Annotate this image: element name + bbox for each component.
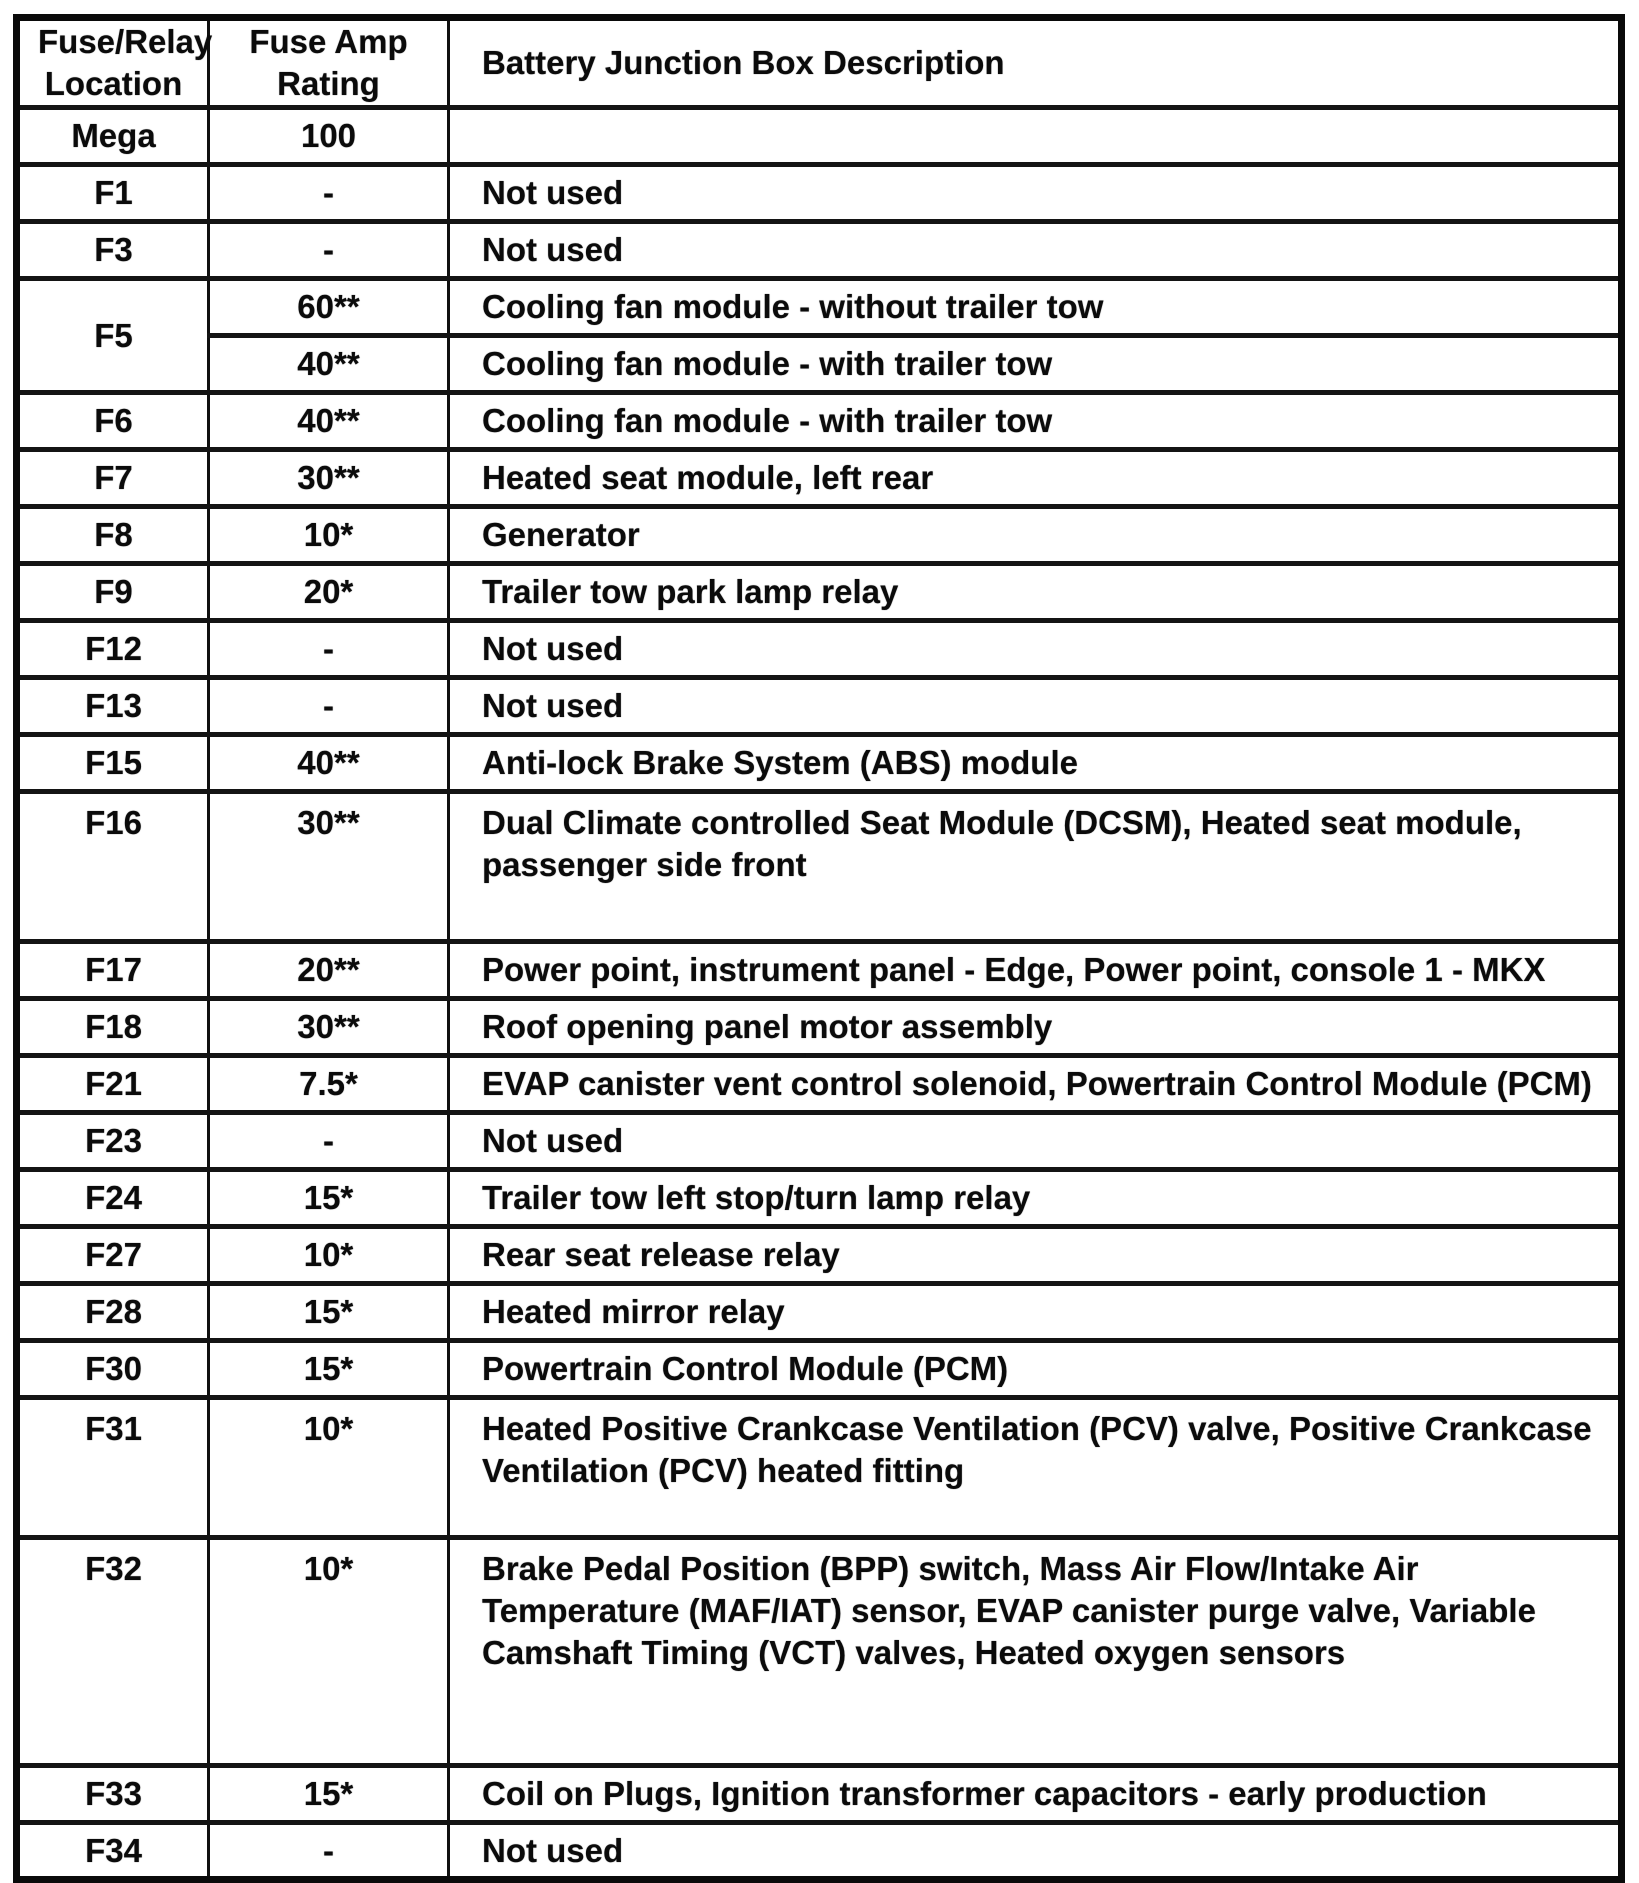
amp-rating-cell: 10* <box>209 1227 449 1284</box>
amp-rating-cell: 7.5* <box>209 1056 449 1113</box>
table-row <box>17 1538 1622 1766</box>
amp-rating-cell: 15* <box>209 1766 449 1823</box>
description-cell: Powertrain Control Module (PCM) <box>449 1341 1622 1398</box>
description-cell: Brake Pedal Position (BPP) switch, Mass Air Flow/Intake Air Temperature (MAF/IAT) sensor, EVAP canister purge valve, Variable Camshaft Timing (VCT) valves, Heated oxygen sensors <box>449 1538 1622 1766</box>
table-row <box>17 621 1622 678</box>
description-cell: Not used <box>449 1823 1622 1880</box>
fuse-location-cell: Mega <box>17 108 209 165</box>
amp-rating-cell: 60** <box>209 279 449 336</box>
fuse-location-cell: F27 <box>17 1227 209 1284</box>
fuse-location-cell: F3 <box>17 222 209 279</box>
amp-rating-cell: 10* <box>209 1538 449 1766</box>
amp-rating-cell: 15* <box>209 1170 449 1227</box>
amp-rating-cell: 15* <box>209 1341 449 1398</box>
header-description: Battery Junction Box Description <box>449 18 1622 108</box>
description-cell: Not used <box>449 1113 1622 1170</box>
description-cell: Cooling fan module - with trailer tow <box>449 393 1622 450</box>
description-cell: Not used <box>449 222 1622 279</box>
description-cell: Not used <box>449 165 1622 222</box>
amp-rating-cell: 10* <box>209 507 449 564</box>
fuse-location-cell: F24 <box>17 1170 209 1227</box>
amp-rating-cell: - <box>209 1823 449 1880</box>
fuse-location-cell: F30 <box>17 1341 209 1398</box>
table-row <box>17 1398 1622 1538</box>
description-cell: Dual Climate controlled Seat Module (DCSM), Heated seat module, passenger side front <box>449 792 1622 942</box>
amp-rating-cell: 100 <box>209 108 449 165</box>
table-row <box>17 1284 1622 1341</box>
amp-rating-cell: 40** <box>209 393 449 450</box>
description-cell: Heated Positive Crankcase Ventilation (PCV) valve, Positive Crankcase Ventilation (PCV) heated fitting <box>449 1398 1622 1538</box>
description-cell: Heated seat module, left rear <box>449 450 1622 507</box>
table-row <box>17 1170 1622 1227</box>
table-header <box>17 18 1622 108</box>
fuse-location-cell: F34 <box>17 1823 209 1880</box>
amp-rating-cell: 10* <box>209 1398 449 1538</box>
fuse-location-cell: F18 <box>17 999 209 1056</box>
amp-rating-cell: - <box>209 222 449 279</box>
description-cell <box>449 108 1622 165</box>
table-row <box>17 792 1622 942</box>
fuse-location-cell: F21 <box>17 1056 209 1113</box>
description-cell: Not used <box>449 621 1622 678</box>
table-row <box>17 678 1622 735</box>
description-cell: Cooling fan module - without trailer tow <box>449 279 1622 336</box>
fuse-location-cell: F1 <box>17 165 209 222</box>
fuse-location-cell: F7 <box>17 450 209 507</box>
table-row <box>17 507 1622 564</box>
table-row <box>17 393 1622 450</box>
table-row <box>17 165 1622 222</box>
description-cell: Power point, instrument panel - Edge, Power point, console 1 - MKX <box>449 942 1622 999</box>
table-row <box>17 1341 1622 1398</box>
table-row <box>17 999 1622 1056</box>
amp-rating-cell: 40** <box>209 336 449 393</box>
table-row <box>17 942 1622 999</box>
amp-rating-cell: 40** <box>209 735 449 792</box>
amp-rating-cell: 30** <box>209 792 449 942</box>
fuse-location-cell: F28 <box>17 1284 209 1341</box>
fuse-table <box>13 14 1625 1883</box>
table-row <box>17 1823 1622 1880</box>
description-cell: Not used <box>449 678 1622 735</box>
fuse-location-cell: F15 <box>17 735 209 792</box>
amp-rating-cell: 15* <box>209 1284 449 1341</box>
header-fuse-relay-location: Fuse/Relay Location <box>17 18 209 108</box>
amp-rating-cell: 30** <box>209 999 449 1056</box>
amp-rating-cell: - <box>209 621 449 678</box>
amp-rating-cell: - <box>209 678 449 735</box>
fuse-location-cell: F6 <box>17 393 209 450</box>
table-row <box>17 735 1622 792</box>
amp-rating-cell: 20* <box>209 564 449 621</box>
table-row <box>17 1766 1622 1823</box>
description-cell: Rear seat release relay <box>449 1227 1622 1284</box>
fuse-location-cell: F13 <box>17 678 209 735</box>
table-row <box>17 1056 1622 1113</box>
table-row <box>17 450 1622 507</box>
description-cell: Coil on Plugs, Ignition transformer capacitors - early production <box>449 1766 1622 1823</box>
fuse-location-cell: F31 <box>17 1398 209 1538</box>
fuse-location-cell: F8 <box>17 507 209 564</box>
fuse-location-cell: F12 <box>17 621 209 678</box>
description-cell: Cooling fan module - with trailer tow <box>449 336 1622 393</box>
amp-rating-cell: 20** <box>209 942 449 999</box>
table-row <box>17 222 1622 279</box>
table-row <box>17 108 1622 165</box>
table-row <box>17 336 1622 393</box>
description-cell: Anti-lock Brake System (ABS) module <box>449 735 1622 792</box>
header-fuse-amp-rating: Fuse Amp Rating <box>209 18 449 108</box>
fuse-location-cell: F5 <box>17 279 209 393</box>
description-cell: Heated mirror relay <box>449 1284 1622 1341</box>
table-row <box>17 1113 1622 1170</box>
fuse-location-cell: F9 <box>17 564 209 621</box>
fuse-location-cell: F23 <box>17 1113 209 1170</box>
fuse-location-cell: F16 <box>17 792 209 942</box>
table-row <box>17 279 1622 336</box>
table-body <box>17 108 1622 1880</box>
amp-rating-cell: - <box>209 165 449 222</box>
fuse-location-cell: F32 <box>17 1538 209 1766</box>
fuse-location-cell: F17 <box>17 942 209 999</box>
description-cell: Trailer tow left stop/turn lamp relay <box>449 1170 1622 1227</box>
amp-rating-cell: 30** <box>209 450 449 507</box>
fuse-location-cell: F33 <box>17 1766 209 1823</box>
table-row <box>17 1227 1622 1284</box>
header-row <box>17 18 1622 108</box>
description-cell: EVAP canister vent control solenoid, Powertrain Control Module (PCM) <box>449 1056 1622 1113</box>
description-cell: Trailer tow park lamp relay <box>449 564 1622 621</box>
description-cell: Generator <box>449 507 1622 564</box>
description-cell: Roof opening panel motor assembly <box>449 999 1622 1056</box>
amp-rating-cell: - <box>209 1113 449 1170</box>
table-row <box>17 564 1622 621</box>
